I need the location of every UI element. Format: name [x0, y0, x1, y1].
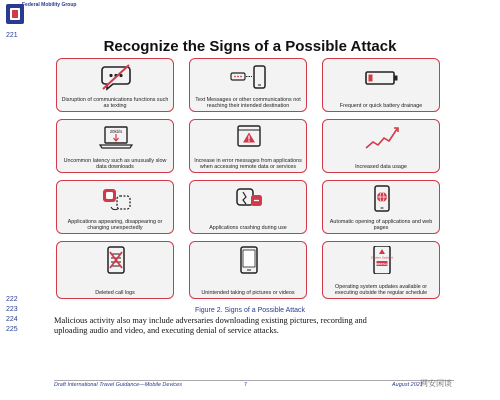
slow-download-laptop-icon	[97, 124, 135, 152]
tile-battery-drainage	[322, 58, 440, 112]
tile-caption: Text Messages or other communications not reaching their intended destination	[195, 97, 301, 109]
globe-phone-icon	[363, 185, 401, 213]
tile-caption: Increased data usage	[355, 164, 407, 170]
tile-apps-appearing	[56, 180, 174, 234]
line-number: 224	[6, 316, 18, 323]
system-updated-label: System Updated	[370, 255, 394, 260]
footer-page-number: 7	[244, 382, 248, 388]
speed-readout: 20kb/s	[109, 129, 123, 134]
tile-apps-crashing	[189, 180, 307, 234]
page-title: Recognize the Signs of a Possible Attack	[103, 38, 397, 55]
watermark: 网安闲谈	[420, 379, 452, 388]
tile-caption: Applications appearing, disappearing or changing unexpectedly	[67, 219, 163, 231]
body-paragraph	[54, 316, 454, 335]
warning-window-icon	[230, 124, 268, 152]
tile-caption: Deleted call logs	[95, 290, 135, 296]
tile-error-messages	[189, 119, 307, 173]
tile-increased-data-usage	[322, 119, 440, 173]
tile-messages-not-reaching	[189, 58, 307, 112]
install-label: INSTALL	[375, 261, 389, 266]
line-number: 223	[6, 306, 18, 313]
line-number: 222	[6, 296, 18, 303]
footer-date: August 2021	[392, 382, 423, 388]
body-line: Malicious activity also may include adversaries downloading existing pictures, recording and	[54, 316, 367, 325]
tile-uncommon-latency	[56, 119, 174, 173]
tile-deleted-call-logs	[56, 241, 174, 299]
app-crash-icon	[230, 185, 268, 213]
rising-graph-icon	[363, 124, 401, 152]
figure-caption: Figure 2. Signs of a Possible Attack	[194, 307, 306, 314]
line-number: 221	[6, 32, 18, 39]
tile-communication-disruption	[56, 58, 174, 112]
tile-caption: Uncommon latency such as unusually slow data downloads	[63, 158, 167, 170]
tile-unintended-pictures	[189, 241, 307, 299]
page-footer	[54, 380, 454, 388]
tile-caption: Applications crashing during use	[209, 225, 287, 231]
message-to-phone-icon	[230, 63, 268, 91]
tile-caption: Frequent or quick battery drainage	[339, 103, 423, 109]
tile-caption: Increase in error messages from applications when accessing remote data or services	[194, 158, 302, 170]
low-battery-icon	[363, 63, 401, 91]
body-line: uploading audio and video, and executing denial of service attacks.	[54, 325, 279, 335]
tile-automatic-opening	[322, 180, 440, 234]
logo-text: Federal Mobility Group	[22, 2, 77, 8]
deleted-call-log-icon	[97, 246, 135, 274]
line-number: 225	[6, 325, 18, 333]
system-update-phone-icon	[363, 246, 401, 274]
chat-bubble-crossed-icon	[97, 63, 135, 91]
footer-title: Draft International Travel Guidance—Mobile Devices	[54, 382, 182, 388]
tile-caption: Operating system updates available or executing outside the regular schedule	[334, 284, 428, 296]
tile-caption: Disruption of communications functions such as texting	[61, 97, 169, 109]
camera-phone-icon	[230, 246, 268, 274]
tile-caption: Unintended taking of pictures or videos	[201, 290, 295, 296]
app-change-icon	[97, 185, 135, 213]
tile-os-updates	[322, 241, 440, 299]
tile-caption: Automatic opening of applications and web pages	[329, 219, 433, 231]
